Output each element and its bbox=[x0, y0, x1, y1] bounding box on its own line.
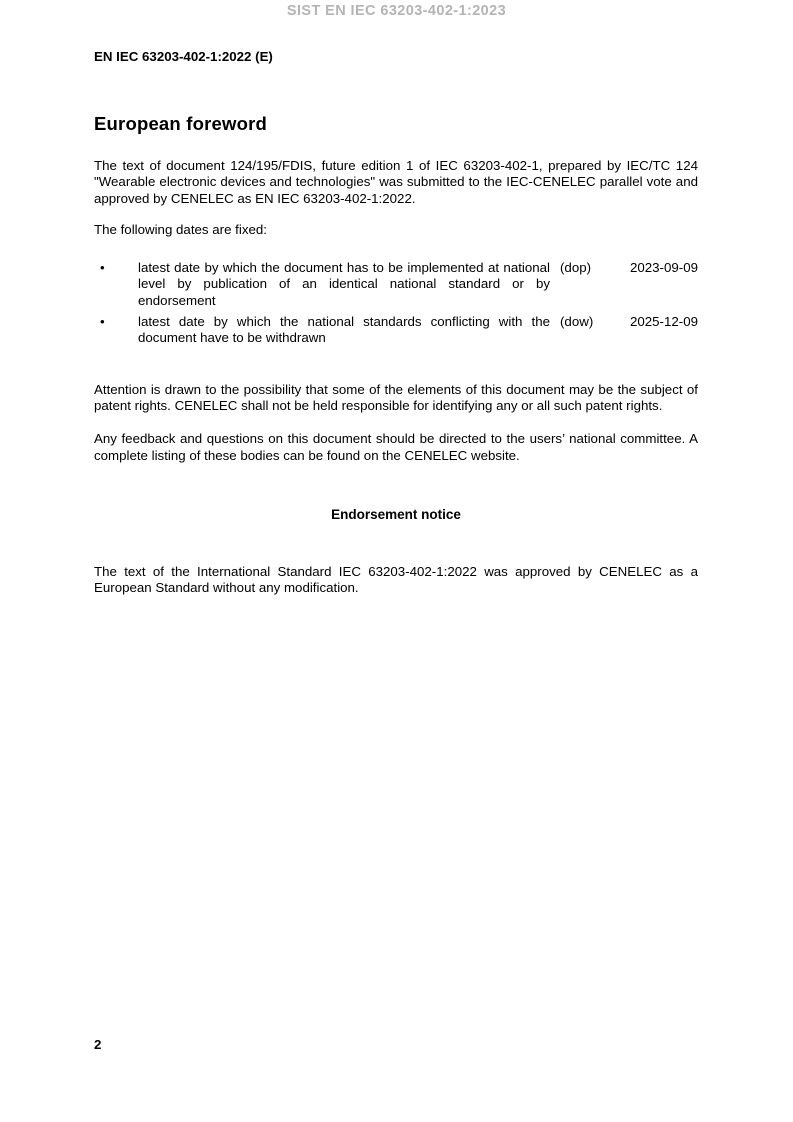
date-item-label: (dop) bbox=[560, 260, 592, 276]
date-item-text: latest date by which the document has to be implemented at national level by publication of an identical national standard or by endorsement bbox=[138, 260, 550, 308]
page-content bbox=[94, 0, 698, 596]
date-item-value: 2023-09-09 bbox=[629, 260, 698, 276]
feedback-paragraph: Any feedback and questions on this document should be directed to the users’ national committee. A complete listing of these bodies can be found on the CENELEC website. bbox=[94, 431, 698, 463]
date-item-value: 2025-12-09 bbox=[629, 314, 698, 330]
document-header: EN IEC 63203-402-1:2022 (E) bbox=[94, 49, 273, 64]
endorsement-paragraph: The text of the International Standard IEC 63203-402-1:2022 was approved by CENELEC as a European Standard without any modification. bbox=[94, 563, 698, 596]
list-item bbox=[94, 314, 698, 347]
date-item-text: latest date by which the national standards conflicting with the document have to be withdrawn bbox=[138, 314, 550, 346]
date-list bbox=[94, 260, 698, 346]
bullet-icon: • bbox=[100, 260, 105, 276]
endorsement-title: Endorsement notice bbox=[331, 506, 461, 522]
foreword-paragraph-1: The text of document 124/195/FDIS, future edition 1 of IEC 63203-402-1, prepared by IEC/TC 124 "Wearable electronic devices and technologies" was submitted to the IEC-CENELEC parallel vote and approved by CENELEC as EN IEC 63203-402-1:2022. bbox=[94, 158, 698, 206]
watermark: SIST EN IEC 63203-402-1:2023 bbox=[286, 3, 507, 19]
date-item-label: (dow) bbox=[560, 314, 594, 330]
foreword-title: European foreword bbox=[94, 113, 267, 134]
bullet-icon: • bbox=[100, 314, 105, 330]
page-number: 2 bbox=[94, 1037, 102, 1052]
patent-paragraph: Attention is drawn to the possibility that some of the elements of this document may be the subject of patent rights. CENELEC shall not be held responsible for identifying any or all such patent rights. bbox=[94, 381, 698, 413]
dates-intro: The following dates are fixed: bbox=[94, 221, 267, 237]
list-item bbox=[94, 260, 698, 309]
